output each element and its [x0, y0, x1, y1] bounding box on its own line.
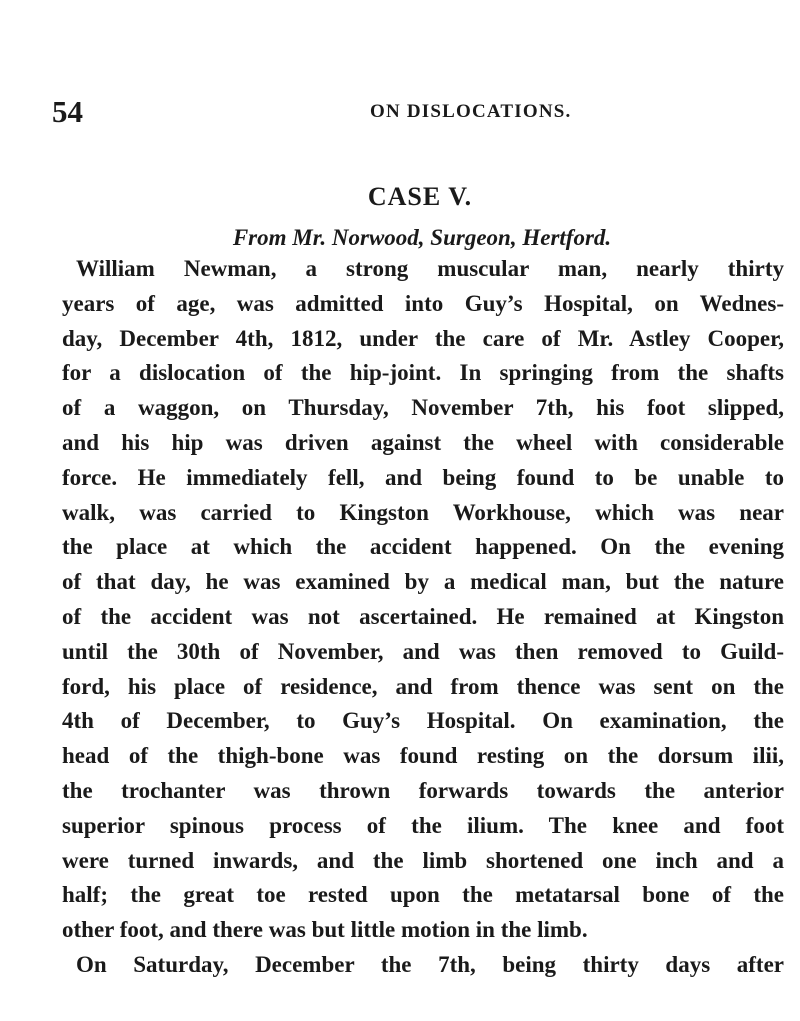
text-line: of the accident was not ascertained. He remained at Kingston — [62, 603, 784, 629]
text-line: day, December 4th, 1812, under the care of Mr. Astley Cooper, — [62, 325, 784, 351]
text-line: until the 30th of November, and was then removed to Guild- — [62, 638, 784, 664]
text-line: the trochanter was thrown forwards towards the anterior — [62, 777, 784, 803]
text-line: superior spinous process of the ilium. The knee and foot — [62, 812, 784, 838]
text-line: the place at which the accident happened. On the evening — [62, 534, 784, 560]
running-head — [52, 92, 772, 132]
text-line: 4th of December, to Guy’s Hospital. On examination, the — [62, 708, 784, 734]
case-heading: CASE V. — [367, 182, 473, 211]
text-line: half; the great toe rested upon the metatarsal bone of the — [62, 882, 784, 908]
text-line: for a dislocation of the hip-joint. In springing from the shafts — [62, 360, 784, 386]
text-line: William Newman, a strong muscular man, nearly thirty — [76, 256, 784, 281]
text-line: On Saturday, December the 7th, being thirty days after — [76, 951, 784, 977]
text-line: other foot, and there was but little motion in the limb. — [62, 917, 588, 943]
text-line: of that day, he was examined by a medical man, but the nature — [62, 569, 784, 595]
body-text — [62, 252, 784, 983]
text-line: head of the thigh-bone was found resting on the dorsum ilii, — [62, 743, 784, 769]
text-line: and his hip was driven against the wheel with considerable — [62, 429, 784, 455]
page-number: 54 — [52, 94, 83, 129]
text-line: ford, his place of residence, and from thence was sent on the — [62, 673, 784, 699]
running-title: ON DISLOCATIONS. — [370, 101, 572, 122]
text-line: force. He immediately fell, and being found to be unable to — [62, 464, 784, 490]
case-attribution: From Mr. Norwood, Surgeon, Hertford. — [232, 225, 612, 250]
text-line: walk, was carried to Kingston Workhouse, which was near — [62, 499, 784, 525]
text-line: years of age, was admitted into Guy’s Hospital, on Wednes- — [62, 290, 784, 316]
text-line: were turned inwards, and the limb shortened one inch and a — [62, 847, 784, 873]
text-line: of a waggon, on Thursday, November 7th, his foot slipped, — [62, 395, 784, 421]
